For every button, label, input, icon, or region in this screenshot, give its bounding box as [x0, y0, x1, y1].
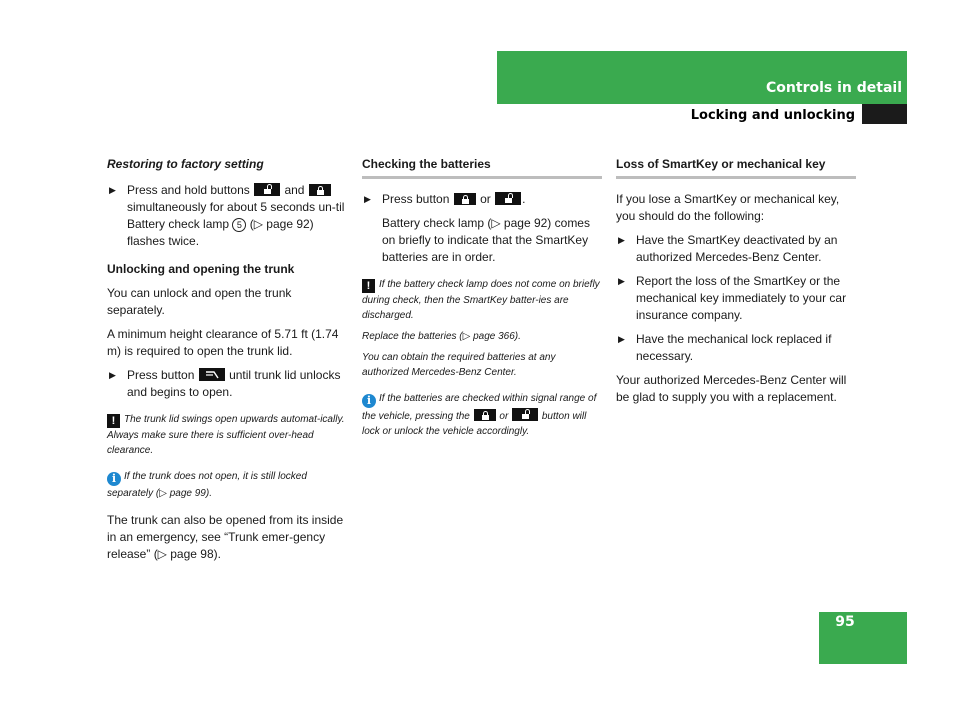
- paragraph: You can unlock and open the trunk separately.: [107, 286, 292, 317]
- column-2: [362, 156, 602, 445]
- bullet-icon: ▶: [618, 334, 625, 344]
- step-press-trunk: ▶ Press button until trunk lid unlocks and begins to open.: [109, 368, 341, 399]
- header-tab: [862, 104, 907, 124]
- note: Replace the batteries (▷ page 366).: [362, 331, 521, 342]
- info-note: i If the trunk does not open, it is still locked separately (▷ page 99).: [107, 471, 307, 499]
- note: You can obtain the required batteries at any authorized Mercedes-Benz Center.: [362, 352, 556, 378]
- step-hold-buttons: ▶ Press and hold buttons and simultaneously for about 5 seconds un-til Battery check lamp 5 (▷ page 92) flashes twice.: [109, 183, 345, 248]
- bullet-icon: ▶: [109, 370, 116, 380]
- bullet-icon: ▶: [109, 185, 116, 195]
- paragraph: Your authorized Mercedes-Benz Center will be glad to supply you with a replacement.: [616, 373, 847, 404]
- column-3: [616, 156, 856, 413]
- lock-key-icon: [474, 409, 496, 421]
- bullet-icon: ▶: [618, 235, 625, 245]
- warning-note: ! If the battery check lamp does not come on briefly during check, then the SmartKey batter-ies are discharged.: [362, 279, 600, 321]
- bullet-icon: ▶: [618, 276, 625, 286]
- step-replace-lock: ▶ Have the mechanical lock replaced if necessary.: [618, 332, 832, 363]
- info-icon: i: [107, 472, 121, 486]
- unlock-key-icon: [254, 183, 280, 196]
- indented-paragraph: Battery check lamp (▷ page 92) comes on briefly to indicate that the SmartKey batteries are in order.: [382, 216, 590, 264]
- info-note: i If the batteries are checked within signal range of the vehicle, pressing the or button will lock or unlock the vehicle accordingly.: [362, 393, 597, 437]
- heading-loss-smartkey: Loss of SmartKey or mechanical key: [616, 156, 856, 179]
- lock-key-icon: [454, 193, 476, 205]
- warning-note: ! The trunk lid swings open upwards automat-ically. Always make sure there is sufficient over-head clearance.: [107, 414, 345, 456]
- warning-icon: !: [362, 279, 375, 293]
- unlock-key-icon: [495, 192, 521, 205]
- lock-key-icon: [309, 184, 331, 196]
- paragraph: A minimum height clearance of 5.71 ft (1.74 m) is required to open the trunk lid.: [107, 327, 339, 358]
- paragraph: If you lose a SmartKey or mechanical key, you should do the following:: [616, 192, 840, 223]
- paragraph: The trunk can also be opened from its inside in an emergency, see “Trunk emer-gency release” (▷ page 98).: [107, 513, 344, 561]
- unlock-key-icon: [512, 408, 538, 421]
- section-title: Controls in detail: [766, 80, 902, 96]
- column-1: [107, 156, 347, 570]
- info-icon: i: [362, 394, 376, 408]
- page-number: 95: [835, 614, 855, 630]
- warning-icon: !: [107, 414, 120, 428]
- battery-lamp-callout: 5: [232, 218, 246, 232]
- trunk-key-icon: [199, 368, 225, 381]
- heading-checking-batteries: Checking the batteries: [362, 156, 602, 179]
- heading-factory-setting: Restoring to factory setting: [107, 157, 264, 171]
- heading-trunk: Unlocking and opening the trunk: [107, 262, 295, 276]
- bullet-icon: ▶: [364, 194, 371, 204]
- step-report-loss: ▶ Report the loss of the SmartKey or the mechanical key immediately to your car insurance company.: [618, 274, 847, 322]
- section-subtitle: Locking and unlocking: [690, 108, 855, 123]
- step-press-button: ▶ Press button or .: [364, 192, 526, 206]
- step-deactivate: ▶ Have the SmartKey deactivated by an authorized Mercedes-Benz Center.: [618, 233, 838, 264]
